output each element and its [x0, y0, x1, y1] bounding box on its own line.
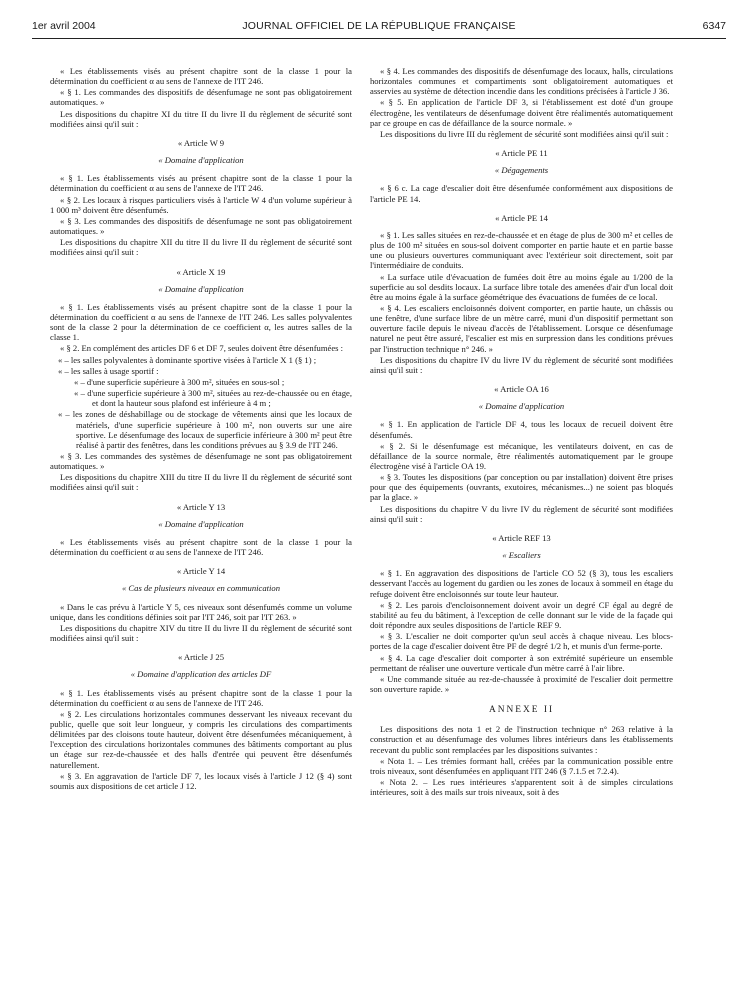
paragraph: « § 4. La cage d'escalier doit comporter à son extrémité supérieure un ensemble permettant de réaliser une ouverture verticale d'un mètre carré à l'air libre. — [370, 652, 673, 673]
article-heading: « Article W 9 — [177, 137, 225, 148]
paragraph: « § 1. Les commandes des dispositifs de désenfumage ne sont pas obligatoirement automatiques. » — [50, 87, 352, 108]
paragraph: « § 1. Les salles situées en rez-de-chaussée et en étage de plus de 300 m² et celles de plus de 100 m² situées en sous-sol doivent comporter en partie haute et en partie basse une ou plusieurs ouvertures communiquant avec l'extérieur soit directement, soit par l'intermédiaire de conduits. — [370, 229, 673, 271]
paragraph: « § 2. Si le désenfumage est mécanique, les ventilateurs doivent, en cas de défaillance de la source normale, être réalimentés automatiquement par le groupe électrogène visé à l'article OA 19. — [370, 440, 673, 471]
paragraph: « La surface utile d'évacuation de fumées doit être au moins égale au 1/200 de la superficie au sol desdits locaux. La surface libre totale des amenées d'air d'un local doit être au moins égale à la surface géométrique des évacuations de fumées de ce local. — [370, 271, 673, 302]
section-subheading: « Domaine d'application — [158, 518, 244, 529]
section-subheading: « Domaine d'application — [158, 283, 244, 294]
article-heading: « Article Y 13 — [176, 501, 226, 512]
section-subheading: « Cas de plusieurs niveaux en communication — [121, 583, 280, 594]
paragraph: « § 5. En application de l'article DF 3, si l'établissement est doté d'un groupe électrogène, les ventilateurs de désenfumage doivent être réalimentés automatiquement par ce groupe en cas de défaillance de la source normale. » — [370, 97, 673, 128]
paragraph: « § 1. En application de l'article DF 4, tous les locaux de recueil doivent être désenfumés. — [370, 419, 673, 440]
list-item: « – les salles à usage sportif : — [58, 365, 159, 376]
page-header — [32, 20, 726, 36]
paragraph: « § 4. Les commandes des dispositifs de désenfumage des locaux, halls, circulations horizontales communes et compartiments sont obligatoirement automatiques et asservies au système de détection incendie dans les conditions précisées à l'article J 36. — [370, 66, 673, 97]
paragraph: « § 1. Les établissements visés au présent chapitre sont de la classe 1 pour la détermination du coefficient α au sens de l'annexe de l'IT 246. Les salles polyvalentes sont de la classe 2 pour la détermination de ce coefficient α, les autres salles de la classe 1. — [50, 301, 352, 343]
paragraph: « § 1. En aggravation des dispositions de l'article CO 52 (§ 3), tous les escaliers desservant l'accès au logement du gardien ou les zones de locaux à sommeil en étage du refuge doivent être encloisonnés sur toute leur hauteur. — [370, 568, 673, 599]
list-item: « – les salles polyvalentes à dominante sportive visées à l'article X 1 (§ 1) ; — [58, 354, 317, 365]
article-heading: « Article PE 14 — [495, 212, 548, 223]
paragraph: « Une commande située au rez-de-chaussée à proximité de l'escalier doit permettre son ouverture rapide. » — [370, 673, 673, 694]
right-column — [370, 66, 673, 798]
paragraph: « § 3. L'escalier ne doit comporter qu'un seul accès à chaque niveau. Les blocs-portes de la cage d'escalier doivent être PF de degré 1/2 h, et munis d'un ferme-porte. — [370, 631, 673, 652]
section-subheading: « Domaine d'application — [478, 401, 565, 412]
section-subheading: « Dégagements — [494, 165, 549, 176]
paragraph: Les dispositions des nota 1 et 2 de l'instruction technique n° 263 relative à la construction et au désenfumage des volumes libres intérieurs dans les établissements recevant du public sont remplacées par les dispositions suivantes : — [370, 724, 673, 755]
issue-date: 1er avril 2004 — [32, 20, 96, 32]
paragraph: « § 6 c. La cage d'escalier doit être désenfumée conformément aux dispositions de l'article PE 14. — [370, 183, 673, 204]
paragraph: « § 2. Les parois d'encloisonnement doivent avoir un degré CF égal au degré de stabilité au feu du bâtiment, à l'exception de celle donnant sur le vide de la façade qui doit répondre aux seules dispositions de l'article REF 9. — [370, 599, 673, 631]
paragraph: Les dispositions du chapitre IV du livre IV du règlement de sécurité sont modifiées ainsi qu'il suit : — [370, 354, 673, 375]
article-heading: « Article PE 11 — [495, 148, 548, 159]
list-item: « – d'une superficie supérieure à 300 m², situées en sous-sol ; — [74, 376, 285, 387]
journal-title: JOURNAL OFFICIEL DE LA RÉPUBLIQUE FRANÇAISE — [242, 20, 516, 32]
paragraph: Les dispositions du chapitre XIV du titre II du livre II du règlement de sécurité sont modifiées ainsi qu'il suit : — [50, 622, 352, 644]
annex-heading: ANNEXE II — [488, 705, 555, 716]
paragraph: « § 3. Toutes les dispositions (par conception ou par installation) doivent être prises pour que des équipements (ouvrants, exutoires, mécanismes...) ne soient pas bloqués par la glace. » — [370, 472, 673, 503]
paragraph: « Nota 2. – Les rues intérieures s'apparentent soit à de simples circulations intérieures, soit à des mails sur trois niveaux, soit à des — [370, 777, 673, 798]
paragraph: « § 3. Les commandes des dispositifs de désenfumage ne sont pas obligatoirement automatiques. » — [50, 215, 352, 237]
article-heading: « Article X 19 — [176, 266, 226, 277]
paragraph: Les dispositions du chapitre V du livre IV du règlement de sécurité sont modifiées ainsi qu'il suit : — [370, 503, 673, 524]
section-subheading: « Domaine d'application des articles DF — [130, 669, 272, 680]
article-heading: « Article OA 16 — [494, 384, 549, 395]
paragraph: « Les établissements visés au présent chapitre sont de la classe 1 pour la détermination du coefficient α au sens de l'annexe de l'IT 246. — [50, 536, 352, 558]
paragraph: Les dispositions du chapitre XI du titre II du livre II du règlement de sécurité sont modifiées ainsi qu'il suit : — [50, 108, 352, 129]
paragraph: Les dispositions du chapitre XII du titre II du livre II du règlement de sécurité sont modifiées ainsi qu'il suit : — [50, 237, 352, 258]
list-item: « – d'une superficie supérieure à 300 m², situées au rez-de-chaussée ou en étage, et dont la hauteur sous plafond est inférieure à 4 m ; — [74, 388, 352, 409]
article-heading: « Article J 25 — [177, 652, 225, 663]
section-subheading: « Domaine d'application — [158, 155, 244, 166]
paragraph: « § 1. Les établissements visés au présent chapitre sont de la classe 1 pour la détermination du coefficient α au sens de l'annexe de l'IT 246. — [50, 173, 352, 194]
paragraph: Les dispositions du livre III du règlement de sécurité sont modifiées ainsi qu'il suit : — [380, 128, 669, 139]
paragraph: « Les établissements visés au présent chapitre sont de la classe 1 pour la détermination du coefficient α au sens de l'annexe de l'IT 246. — [50, 66, 352, 87]
paragraph: « Nota 1. – Les trémies formant hall, créées par la communication possible entre trois niveaux, sont désenfumées en appliquant l'IT 246 (§ 7.1.5 et 7.2.4). — [370, 755, 673, 776]
paragraph: Les dispositions du chapitre XIII du titre II du livre II du règlement de sécurité sont modifiées ainsi qu'il suit : — [50, 472, 352, 493]
article-heading: « Article REF 13 — [492, 532, 551, 543]
left-column — [50, 66, 352, 792]
paragraph: « § 1. Les établissements visés au présent chapitre sont de la classe 1 pour la détermination du coefficient α au sens de l'annexe de l'IT 246. — [50, 687, 352, 708]
page-number: 6347 — [702, 20, 726, 32]
paragraph: « § 2. Les circulations horizontales communes desservant les niveaux recevant du public, quelle que soit leur longueur, y compris les circulations des compartiments délimitées par des cloisons toute hauteur, doivent être désenfumées mécaniquement, à l'exception des circulations horizontales communes des bâtiments comportant au plus un étage sur rez-de-chaussée et des halls d'entrée qui peuvent être désenfumés naturellement. — [50, 708, 352, 770]
list-item: « – les zones de déshabillage ou de stockage de vêtements ainsi que les locaux de matériels, d'une superficie supérieure à 100 m², non ouverts sur une aire sportive. Le désenfumage des locaux de superficie inférieure à 300 m² peut être réalisé à partir des fenêtres, dans les conditions prévues au § 3.9 de l'IT 246. — [58, 409, 352, 450]
paragraph: « § 2. Les locaux à risques particuliers visés à l'article W 4 d'un volume supérieur à 1 000 m³ doivent être désenfumés. — [50, 194, 352, 215]
paragraph: « § 3. En aggravation de l'article DF 7, les locaux visés à l'article J 12 (§ 4) sont soumis aux dispositions de cet article J 12. — [50, 770, 352, 791]
paragraph: « § 4. Les escaliers encloisonnés doivent comporter, en partie haute, un châssis ou une fenêtre, d'une surface libre de un mètre carré, muni d'un dispositif permettant son ouverture facile depuis le niveau d'accès de l'établissement. Lorsque ce désenfumage naturel ne peut être assuré, l'escalier est mis en surpression dans les conditions prévues par l'instruction technique n° 246. » — [370, 302, 673, 354]
section-subheading: « Escaliers — [502, 550, 541, 561]
paragraph: « Dans le cas prévu à l'article Y 5, ces niveaux sont désenfumés comme un volume unique, dans les conditions définies soit par l'IT 246, soit par l'IT 263. » — [50, 601, 352, 622]
header-rule — [32, 38, 726, 39]
article-heading: « Article Y 14 — [176, 566, 226, 577]
paragraph: « § 3. Les commandes des systèmes de désenfumage ne sont pas obligatoirement automatiques. » — [50, 451, 352, 472]
paragraph: « § 2. En complément des articles DF 6 et DF 7, seules doivent être désenfumées : — [60, 343, 344, 354]
